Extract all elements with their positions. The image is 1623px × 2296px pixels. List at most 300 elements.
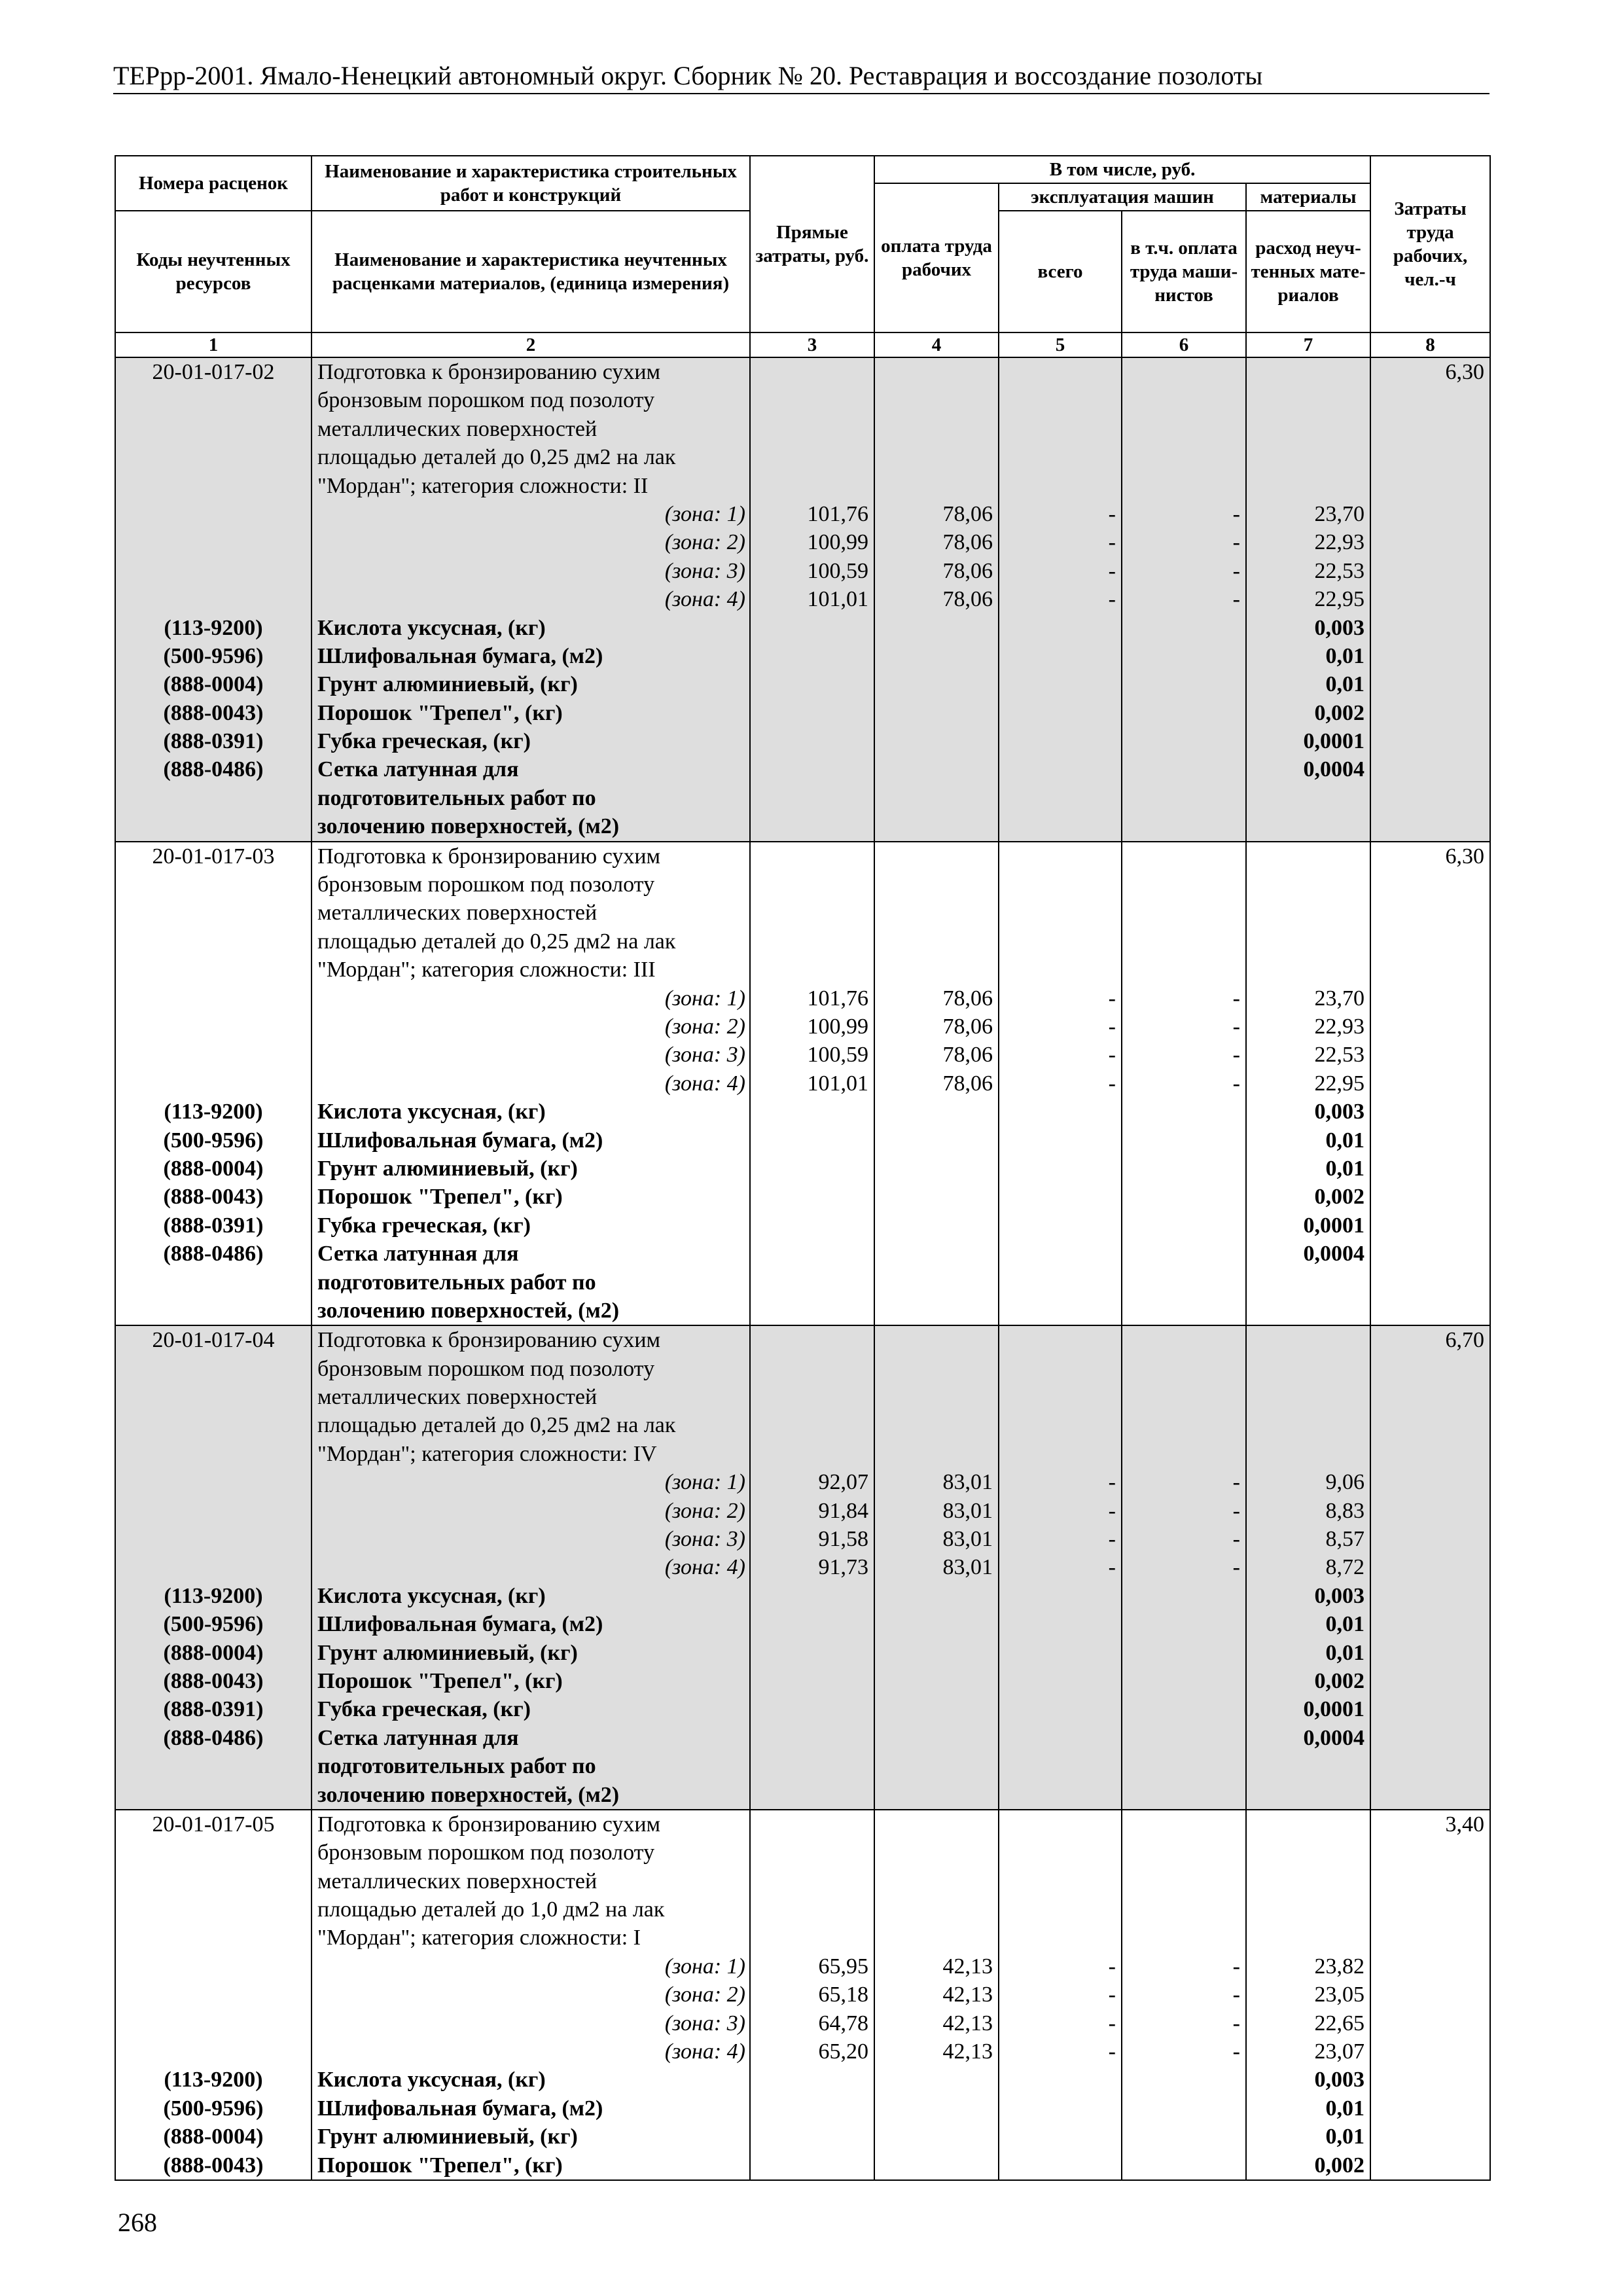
spacer	[1247, 842, 1364, 870]
zone-label: (зона: 3)	[664, 1043, 745, 1067]
direct-costs-value: 101,76	[807, 986, 868, 1011]
spacer	[116, 1952, 311, 1981]
spacer	[116, 1867, 311, 1895]
labor-pay-value: 78,06	[942, 1014, 993, 1039]
spacer	[116, 956, 311, 984]
header-labor-pay: оплата труда рабочих	[874, 183, 999, 332]
rate-description-line: бронзовым порошком под позолоту	[317, 1840, 655, 1865]
spacer	[999, 927, 1116, 956]
spacer	[1247, 1810, 1364, 1839]
rate-row	[115, 1810, 1490, 2180]
header-direct-costs: Прямые затраты, руб.	[750, 156, 874, 332]
machine-total-cell	[999, 1325, 1122, 1810]
spacer	[1247, 1268, 1364, 1297]
spacer	[1247, 1895, 1364, 1924]
machine-total-value: -	[1108, 1071, 1116, 1096]
machinist-pay-value: -	[1232, 558, 1240, 583]
column-number: 6	[1122, 332, 1246, 357]
resource-name-line: золочению поверхностей, (м2)	[317, 814, 620, 839]
zone-label: (зона: 1)	[664, 1470, 745, 1495]
resource-quantity: 0,003	[1314, 615, 1365, 640]
header-rates-number: Номера расценок	[115, 156, 312, 211]
machine-total-value: -	[1108, 1527, 1116, 1552]
zone-label: (зона: 4)	[664, 2039, 745, 2064]
rate-description-line: "Мордан"; категория сложности: IV	[317, 1441, 657, 1466]
resource-code: (888-0004)	[163, 1640, 264, 1665]
spacer	[1247, 1355, 1364, 1383]
spacer	[751, 358, 868, 386]
spacer	[1122, 472, 1240, 500]
spacer	[1122, 1326, 1240, 1354]
resource-code: (500-9596)	[163, 643, 264, 668]
spacer	[751, 443, 868, 471]
machine-total-value: -	[1108, 587, 1116, 612]
spacer	[1247, 1924, 1364, 1952]
direct-costs-value: 100,59	[807, 558, 868, 583]
rate-code: 20-01-017-03	[152, 844, 275, 869]
spacer	[116, 557, 311, 585]
rate-description-cell	[312, 842, 750, 1326]
rate-description-cell	[312, 1325, 750, 1810]
spacer	[116, 1781, 311, 1809]
resource-name-line: Губка греческая, (кг)	[317, 1213, 531, 1238]
resource-quantity: 0,01	[1325, 2125, 1365, 2149]
spacer	[875, 358, 993, 386]
spacer	[1247, 358, 1364, 386]
spacer	[999, 386, 1116, 414]
spacer	[1247, 1752, 1364, 1780]
header-including: В том числе, руб.	[874, 156, 1370, 183]
spacer	[116, 1069, 311, 1098]
column-number: 2	[312, 332, 750, 357]
page-header-title: ТЕРрр-2001. Ямало-Ненецкий автономный округ. Сборник № 20. Реставрация и воссоздание позолоты	[113, 61, 1263, 90]
spacer	[116, 1839, 311, 1867]
column-number: 8	[1370, 332, 1490, 357]
spacer	[875, 842, 993, 870]
labor-costs-value: 3,40	[1445, 1812, 1485, 1837]
machine-total-value: -	[1108, 1498, 1116, 1523]
spacer	[1247, 1411, 1364, 1439]
rate-description-line: "Мордан"; категория сложности: I	[317, 1926, 641, 1950]
direct-costs-cell	[750, 1325, 874, 1810]
machine-total-value: -	[1108, 1982, 1116, 2007]
spacer	[1247, 1440, 1364, 1468]
spacer	[875, 1924, 993, 1952]
rate-code-cell	[115, 357, 312, 842]
direct-costs-value: 64,78	[818, 2011, 868, 2036]
spacer	[1122, 1440, 1240, 1468]
machinist-pay-value: -	[1232, 1954, 1240, 1979]
spacer	[1247, 1326, 1364, 1354]
spacer	[999, 1440, 1116, 1468]
machinist-pay-value: -	[1232, 587, 1240, 612]
resource-name-line: Губка греческая, (кг)	[317, 1697, 531, 1722]
spacer	[875, 927, 993, 956]
resource-quantity: 0,01	[1325, 643, 1365, 668]
rate-description-line: Подготовка к бронзированию сухим	[317, 1328, 661, 1353]
rate-code-cell	[115, 1325, 312, 1810]
machine-total-value: -	[1108, 1954, 1116, 1979]
spacer	[1247, 870, 1364, 899]
resource-quantity: 0,003	[1314, 1100, 1365, 1124]
rate-description-line: металлических поверхностей	[317, 416, 597, 441]
rate-description-line: металлических поверхностей	[317, 901, 597, 925]
direct-costs-value: 65,20	[818, 2039, 868, 2064]
spacer	[875, 1411, 993, 1439]
materials-value: 22,93	[1314, 530, 1365, 555]
materials-value: 23,05	[1314, 1982, 1365, 2007]
resource-quantity: 0,0001	[1303, 729, 1365, 754]
spacer	[116, 500, 311, 528]
spacer	[751, 1440, 868, 1468]
column-number: 4	[874, 332, 999, 357]
resource-quantity: 0,0004	[1303, 1242, 1365, 1266]
materials-value: 23,82	[1314, 1954, 1365, 1979]
resource-code: (888-0391)	[163, 729, 264, 754]
resource-code: (113-9200)	[164, 615, 263, 640]
resource-quantity: 0,003	[1314, 2068, 1365, 2092]
machine-total-cell	[999, 842, 1122, 1326]
rate-description-line: площадью деталей до 0,25 дм2 на лак	[317, 1413, 676, 1438]
rate-description-line: площадью деталей до 1,0 дм2 на лак	[317, 1897, 665, 1922]
spacer	[116, 1440, 311, 1468]
spacer	[875, 1895, 993, 1924]
resource-quantity: 0,01	[1325, 1612, 1365, 1637]
resource-name-line: Грунт алюминиевый, (кг)	[317, 672, 578, 697]
rate-description-line: Подготовка к бронзированию сухим	[317, 844, 661, 869]
spacer	[875, 1355, 993, 1383]
rate-description-line: металлических поверхностей	[317, 1385, 597, 1410]
resource-name-line: Шлифовальная бумага, (м2)	[317, 2096, 603, 2121]
labor-pay-value: 78,06	[942, 558, 993, 583]
rates-table	[115, 155, 1491, 2181]
labor-pay-value: 78,06	[942, 501, 993, 526]
spacer	[875, 870, 993, 899]
spacer	[116, 1355, 311, 1383]
spacer	[751, 870, 868, 899]
machine-total-value: -	[1108, 558, 1116, 583]
labor-costs-cell	[1370, 842, 1490, 1326]
spacer	[116, 1383, 311, 1411]
resource-code: (888-0043)	[163, 2153, 264, 2178]
spacer	[999, 1383, 1116, 1411]
spacer	[875, 443, 993, 471]
header-machine-ops: эксплуатация машин	[999, 183, 1246, 211]
spacer	[1122, 1383, 1240, 1411]
materials-value: 23,70	[1314, 986, 1365, 1011]
header-resource-codes: Коды неучтенных ресурсов	[115, 211, 312, 332]
resource-quantity: 0,0001	[1303, 1697, 1365, 1722]
spacer	[999, 443, 1116, 471]
rate-description-line: площадью деталей до 0,25 дм2 на лак	[317, 929, 676, 954]
resource-quantity: 0,01	[1325, 1156, 1365, 1181]
resource-quantity: 0,002	[1314, 2153, 1365, 2178]
spacer	[751, 899, 868, 927]
spacer	[1122, 358, 1240, 386]
labor-costs-cell	[1370, 357, 1490, 842]
spacer	[875, 472, 993, 500]
spacer	[875, 415, 993, 443]
zone-label: (зона: 4)	[664, 1071, 745, 1096]
resource-name-line: Сетка латунная для	[317, 1242, 519, 1266]
spacer	[751, 842, 868, 870]
spacer	[1122, 956, 1240, 984]
machine-total-value: -	[1108, 2039, 1116, 2064]
zone-label: (зона: 1)	[664, 986, 745, 1011]
spacer	[1122, 1839, 1240, 1867]
machinist-pay-value: -	[1232, 1071, 1240, 1096]
spacer	[116, 1041, 311, 1069]
spacer	[999, 1867, 1116, 1895]
machine-total-value: -	[1108, 501, 1116, 526]
resource-name-line: Кислота уксусная, (кг)	[317, 615, 546, 640]
resource-name-line: подготовительных работ по	[317, 785, 596, 810]
resource-name-line: Грунт алюминиевый, (кг)	[317, 1640, 578, 1665]
spacer	[1247, 784, 1364, 812]
machine-total-value: -	[1108, 1043, 1116, 1067]
resource-code: (888-0486)	[163, 1242, 264, 1266]
rate-description-line: Подготовка к бронзированию сухим	[317, 1812, 661, 1837]
spacer	[116, 2009, 311, 2037]
machine-total-cell	[999, 357, 1122, 842]
labor-costs-value: 6,30	[1445, 360, 1485, 384]
materials-value: 23,07	[1314, 2039, 1365, 2064]
spacer	[1247, 1867, 1364, 1895]
spacer	[116, 415, 311, 443]
labor-pay-cell	[874, 1810, 999, 2180]
resource-name-line: подготовительных работ по	[317, 1754, 596, 1779]
header-materials: материалы	[1246, 183, 1370, 211]
direct-costs-value: 65,95	[818, 1954, 868, 1979]
rate-row	[115, 357, 1490, 842]
column-number: 7	[1246, 332, 1370, 357]
resource-code: (113-9200)	[164, 1583, 263, 1608]
spacer	[999, 1411, 1116, 1439]
machinist-pay-value: -	[1232, 1043, 1240, 1067]
resource-code: (888-0004)	[163, 1156, 264, 1181]
zone-label: (зона: 3)	[664, 1527, 745, 1552]
resource-name-line: Шлифовальная бумага, (м2)	[317, 1128, 603, 1153]
direct-costs-cell	[750, 357, 874, 842]
resource-code: (888-0004)	[163, 672, 264, 697]
resource-name-line: Порошок "Трепел", (кг)	[317, 1185, 563, 1210]
labor-pay-value: 83,01	[942, 1498, 993, 1523]
resource-name-line: Порошок "Трепел", (кг)	[317, 2153, 563, 2178]
spacer	[116, 870, 311, 899]
resource-name-line: Кислота уксусная, (кг)	[317, 1100, 546, 1124]
direct-costs-cell	[750, 1810, 874, 2180]
header-material-name: Наименование и характеристика неучтенных расценками материалов, (единица измерения)	[312, 211, 750, 332]
spacer	[1247, 1383, 1364, 1411]
direct-costs-value: 100,99	[807, 1014, 868, 1039]
spacer	[1247, 927, 1364, 956]
spacer	[1247, 899, 1364, 927]
materials-value: 22,65	[1314, 2011, 1365, 2036]
resource-code: (113-9200)	[164, 2068, 263, 2092]
spacer	[751, 956, 868, 984]
materials-value: 8,83	[1325, 1498, 1365, 1523]
materials-value: 22,53	[1314, 1043, 1365, 1067]
spacer	[875, 1810, 993, 1839]
rate-row	[115, 1325, 1490, 1810]
spacer	[1122, 1411, 1240, 1439]
spacer	[116, 1752, 311, 1780]
spacer	[751, 927, 868, 956]
spacer	[999, 1924, 1116, 1952]
spacer	[1122, 842, 1240, 870]
machinist-pay-value: -	[1232, 530, 1240, 555]
spacer	[875, 386, 993, 414]
resource-quantity: 0,0004	[1303, 1725, 1365, 1750]
zone-label: (зона: 2)	[664, 1498, 745, 1523]
direct-costs-value: 100,59	[807, 1043, 868, 1067]
rate-description-line: бронзовым порошком под позолоту	[317, 872, 655, 897]
direct-costs-value: 91,73	[818, 1555, 868, 1580]
resource-quantity: 0,01	[1325, 2096, 1365, 2121]
resource-code: (500-9596)	[163, 2096, 264, 2121]
spacer	[999, 1326, 1116, 1354]
spacer	[875, 899, 993, 927]
resource-code: (888-0043)	[163, 1185, 264, 1210]
resource-code: (888-0391)	[163, 1213, 264, 1238]
machine-total-value: -	[1108, 1014, 1116, 1039]
spacer	[116, 1553, 311, 1581]
labor-pay-cell	[874, 842, 999, 1326]
zone-label: (зона: 3)	[664, 2011, 745, 2036]
resource-quantity: 0,01	[1325, 1128, 1365, 1153]
labor-costs-value: 6,30	[1445, 844, 1485, 869]
machinist-pay-cell	[1122, 1810, 1246, 2180]
rate-description-line: бронзовым порошком под позолоту	[317, 388, 655, 413]
resource-code: (500-9596)	[163, 1128, 264, 1153]
spacer	[116, 899, 311, 927]
spacer	[1122, 1867, 1240, 1895]
machinist-pay-value: -	[1232, 1498, 1240, 1523]
spacer	[116, 1497, 311, 1525]
spacer	[875, 1440, 993, 1468]
spacer	[1122, 443, 1240, 471]
materials-cell	[1246, 1810, 1370, 2180]
spacer	[999, 1810, 1116, 1839]
zone-label: (зона: 1)	[664, 1954, 745, 1979]
direct-costs-cell	[750, 842, 874, 1326]
spacer	[751, 1326, 868, 1354]
labor-costs-value: 6,70	[1445, 1328, 1485, 1353]
spacer	[875, 1839, 993, 1867]
spacer	[999, 870, 1116, 899]
resource-code: (888-0486)	[163, 757, 264, 782]
resource-name-line: подготовительных работ по	[317, 1270, 596, 1295]
zone-label: (зона: 4)	[664, 1555, 745, 1580]
machinist-pay-cell	[1122, 1325, 1246, 1810]
labor-pay-cell	[874, 1325, 999, 1810]
materials-cell	[1246, 357, 1370, 842]
column-number: 1	[115, 332, 312, 357]
machinist-pay-value: -	[1232, 1982, 1240, 2007]
machinist-pay-value: -	[1232, 501, 1240, 526]
spacer	[116, 585, 311, 613]
spacer	[875, 1383, 993, 1411]
rate-description-cell	[312, 1810, 750, 2180]
resource-name-line: Шлифовальная бумага, (м2)	[317, 1612, 603, 1637]
resource-name-line: Грунт алюминиевый, (кг)	[317, 2125, 578, 2149]
labor-pay-value: 78,06	[942, 986, 993, 1011]
spacer	[1247, 1297, 1364, 1325]
materials-cell	[1246, 1325, 1370, 1810]
spacer	[116, 386, 311, 414]
labor-pay-value: 42,13	[942, 2011, 993, 2036]
resource-name-line: Кислота уксусная, (кг)	[317, 2068, 546, 2092]
materials-value: 22,95	[1314, 1071, 1365, 1096]
materials-value: 23,70	[1314, 501, 1365, 526]
spacer	[875, 956, 993, 984]
spacer	[1122, 899, 1240, 927]
resource-name-line: Порошок "Трепел", (кг)	[317, 700, 563, 725]
spacer	[1122, 870, 1240, 899]
header-total: всего	[999, 211, 1122, 332]
spacer	[875, 1326, 993, 1354]
machine-total-value: -	[1108, 1470, 1116, 1495]
spacer	[1122, 1810, 1240, 1839]
direct-costs-value: 92,07	[818, 1470, 868, 1495]
resource-code: (113-9200)	[164, 1100, 263, 1124]
direct-costs-value: 91,84	[818, 1498, 868, 1523]
resource-quantity: 0,003	[1314, 1583, 1365, 1608]
spacer	[116, 1411, 311, 1439]
spacer	[999, 956, 1116, 984]
zone-label: (зона: 3)	[664, 558, 745, 583]
labor-pay-value: 83,01	[942, 1470, 993, 1495]
machine-total-cell	[999, 1810, 1122, 2180]
spacer	[999, 899, 1116, 927]
machinist-pay-value: -	[1232, 2039, 1240, 2064]
direct-costs-value: 100,99	[807, 530, 868, 555]
direct-costs-value: 101,01	[807, 587, 868, 612]
materials-value: 8,57	[1325, 1527, 1365, 1552]
resource-name-line: Порошок "Трепел", (кг)	[317, 1668, 563, 1693]
spacer	[116, 1924, 311, 1952]
labor-pay-value: 78,06	[942, 1043, 993, 1067]
machinist-pay-cell	[1122, 842, 1246, 1326]
spacer	[1247, 443, 1364, 471]
materials-value: 22,95	[1314, 587, 1365, 612]
header-work-name: Наименование и характеристика строительных работ и конструкций	[312, 156, 750, 211]
spacer	[116, 927, 311, 956]
spacer	[751, 1355, 868, 1383]
spacer	[751, 386, 868, 414]
resource-code: (888-0391)	[163, 1697, 264, 1722]
resource-quantity: 0,002	[1314, 1668, 1365, 1693]
materials-value: 9,06	[1325, 1470, 1365, 1495]
spacer	[116, 443, 311, 471]
spacer	[1247, 812, 1364, 840]
spacer	[116, 784, 311, 812]
spacer	[751, 472, 868, 500]
spacer	[116, 1268, 311, 1297]
rate-description-line: металлических поверхностей	[317, 1869, 597, 1893]
rate-code: 20-01-017-05	[152, 1812, 275, 1837]
spacer	[751, 415, 868, 443]
labor-pay-value: 78,06	[942, 587, 993, 612]
spacer	[1122, 1355, 1240, 1383]
zone-label: (зона: 2)	[664, 1014, 745, 1039]
spacer	[116, 1981, 311, 2009]
rate-description-line: "Мордан"; категория сложности: III	[317, 958, 656, 982]
labor-pay-value: 42,13	[942, 1982, 993, 2007]
materials-cell	[1246, 842, 1370, 1326]
machinist-pay-value: -	[1232, 1555, 1240, 1580]
resource-code: (500-9596)	[163, 1612, 264, 1637]
